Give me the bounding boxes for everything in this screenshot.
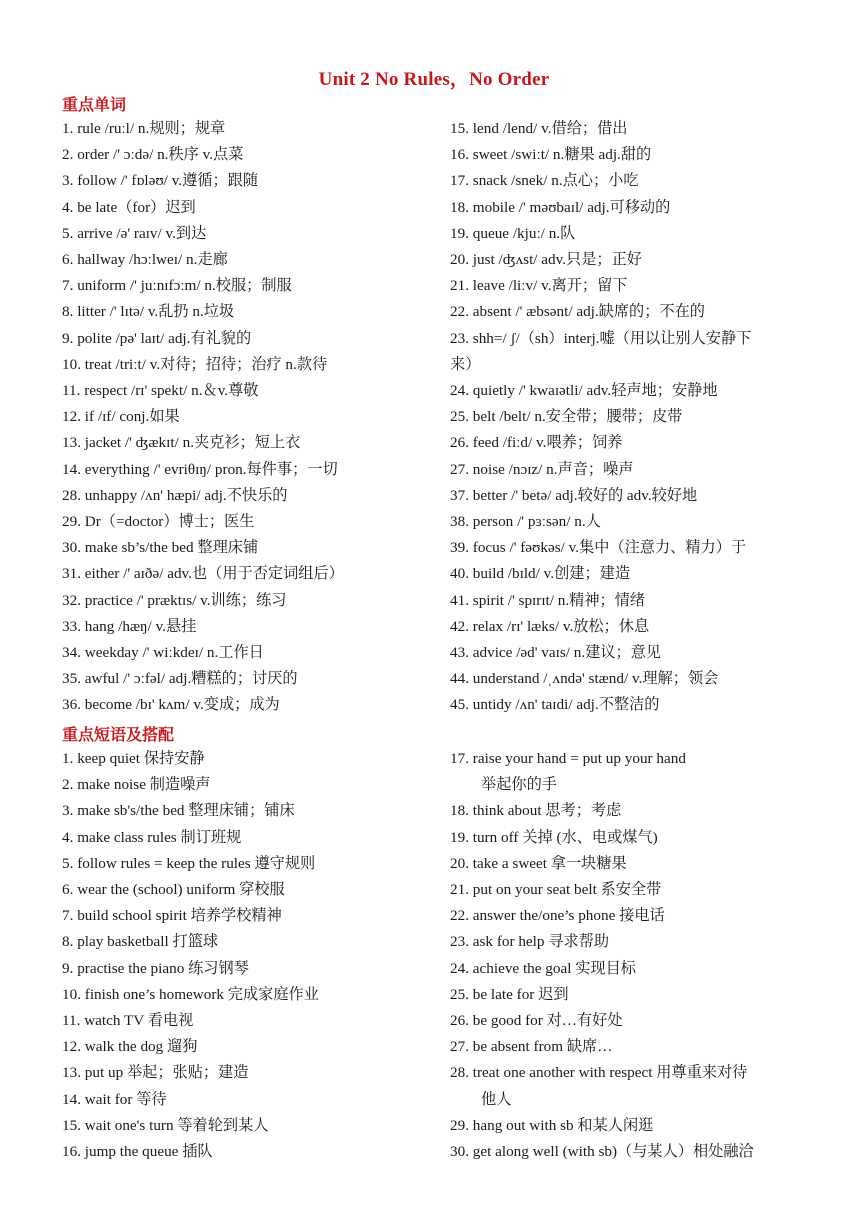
vocab-item-continuation: 来）	[450, 355, 481, 373]
vocab-item: 38. person /' pɜːsən/ n.人	[450, 513, 601, 531]
vocab-item: 45. untidy /ʌn' taɪdi/ adj.不整洁的	[450, 696, 660, 714]
phrase-item: 8. play basketball 打篮球	[62, 933, 219, 951]
vocab-item: 5. arrive /ə' raɪv/ v.到达	[62, 224, 207, 242]
phrase-item: 30. get along well (with sb)（与某人）相处融洽	[450, 1143, 754, 1161]
vocab-item: 1. rule /ruːl/ n.规则；规章	[62, 120, 226, 137]
phrase-item: 18. think about 思考；考虑	[450, 802, 622, 820]
vocab-item: 29. Dr（=doctor）博士；医生	[62, 513, 255, 531]
vocab-item: 10. treat /triːt/ v.对待；招待；治疗 n.款待	[62, 355, 328, 373]
phrase-item: 20. take a sweet 拿一块糖果	[450, 854, 627, 872]
phrases-heading: 重点短语及搭配	[62, 725, 175, 744]
vocab-left-column	[62, 116, 442, 719]
phrase-item: 6. wear the (school) uniform 穿校服	[62, 881, 285, 899]
vocab-item: 2. order /' ɔːdə/ n.秩序 v.点菜	[62, 146, 244, 164]
phrases-right-column	[450, 746, 810, 1165]
vocab-item: 27. noise /nɔɪz/ n.声音；噪声	[450, 460, 634, 478]
phrase-item: 13. put up 举起；张贴；建造	[62, 1064, 249, 1082]
phrase-item-continuation: 举起你的手	[481, 776, 557, 794]
phrase-item: 26. be good for 对…有好处	[450, 1012, 623, 1030]
phrase-item: 27. be absent from 缺席…	[450, 1038, 613, 1056]
phrase-item: 15. wait one's turn 等着轮到某人	[62, 1116, 269, 1134]
phrase-item: 11. watch TV 看电视	[62, 1012, 194, 1030]
page-title: Unit 2 No Rules，No Order	[318, 69, 550, 90]
phrase-item: 19. turn off 关掉 (水、电或煤气)	[450, 828, 658, 846]
phrase-item: 24. achieve the goal 实现目标	[450, 959, 636, 977]
phrase-item: 9. practise the piano 练习钢琴	[62, 959, 249, 977]
vocab-item: 36. become /bɪ' kʌm/ v.变成；成为	[62, 696, 280, 714]
phrase-item: 1. keep quiet 保持安静	[62, 750, 205, 767]
phrase-item: 5. follow rules = keep the rules 遵守规则	[62, 854, 316, 872]
vocab-item: 19. queue /kjuː/ n.队	[450, 224, 576, 242]
vocab-item: 24. quietly /' kwaɪətli/ adv.轻声地；安静地	[450, 382, 718, 400]
vocab-item: 6. hallway /hɔːlweɪ/ n.走廊	[62, 251, 228, 269]
vocab-item: 35. awful /' ɔːfəl/ adj.糟糕的；讨厌的	[62, 670, 298, 688]
vocab-item: 31. either /' aɪðə/ adv.也（用于否定词组后）	[62, 565, 344, 583]
vocab-item: 18. mobile /' məʊbaɪl/ adj.可移动的	[450, 198, 671, 216]
phrase-item: 17. raise your hand = put up your hand	[450, 750, 686, 767]
vocab-item: 7. uniform /' juːnɪfɔːm/ n.校服；制服	[62, 277, 292, 295]
phrases-left-column	[62, 746, 442, 1165]
vocab-item: 17. snack /snek/ n.点心；小吃	[450, 172, 639, 190]
phrase-item: 29. hang out with sb 和某人闲逛	[450, 1116, 654, 1134]
phrase-item-continuation: 他人	[481, 1090, 512, 1108]
phrase-item: 12. walk the dog 遛狗	[62, 1038, 198, 1056]
vocab-heading: 重点单词	[62, 95, 127, 114]
phrase-item: 25. be late for 迟到	[450, 985, 569, 1003]
vocab-item: 28. unhappy /ʌn' hæpi/ adj.不快乐的	[62, 486, 288, 504]
vocab-item: 8. litter /' lɪtə/ v.乱扔 n.垃圾	[62, 303, 235, 321]
vocab-item: 40. build /bɪld/ v.创建；建造	[450, 565, 631, 583]
vocab-item: 14. everything /' evriθɪŋ/ pron.每件事；一切	[62, 460, 338, 478]
phrase-item: 10. finish one’s homework 完成家庭作业	[62, 985, 319, 1003]
vocab-item: 32. practice /' præktɪs/ v.训练；练习	[62, 591, 287, 609]
vocab-item: 34. weekday /' wiːkdeɪ/ n.工作日	[62, 644, 264, 662]
vocab-item: 21. leave /liːv/ v.离开；留下	[450, 277, 628, 295]
vocab-item: 39. focus /' fəʊkəs/ v.集中（注意力、精力）于	[450, 539, 747, 557]
vocab-item: 44. understand /ˌʌndə' stænd/ v.理解；领会	[450, 670, 719, 688]
vocab-right-column	[450, 116, 810, 719]
vocab-item: 12. if /ɪf/ conj.如果	[62, 408, 180, 426]
vocab-item: 16. sweet /swiːt/ n.糖果 adj.甜的	[450, 146, 652, 164]
vocab-item: 15. lend /lend/ v.借给；借出	[450, 120, 628, 137]
phrase-item: 22. answer the/one’s phone 接电话	[450, 907, 665, 925]
phrase-item: 14. wait for 等待	[62, 1090, 167, 1108]
vocab-item: 4. be late（for）迟到	[62, 198, 196, 216]
phrase-item: 7. build school spirit 培养学校精神	[62, 907, 282, 925]
phrase-item: 3. make sb's/the bed 整理床铺；铺床	[62, 802, 295, 820]
vocab-item: 42. relax /rɪ' læks/ v.放松；休息	[450, 617, 650, 635]
vocab-item: 22. absent /' æbsənt/ adj.缺席的；不在的	[450, 303, 705, 321]
phrase-item: 28. treat one another with respect 用尊重来对待	[450, 1064, 748, 1082]
vocab-item: 25. belt /belt/ n.安全带；腰带；皮带	[450, 408, 683, 426]
vocab-item: 3. follow /' fɒləʊ/ v.遵循；跟随	[62, 172, 259, 190]
vocab-item: 26. feed /fiːd/ v.喂养；饲养	[450, 434, 623, 452]
vocab-item: 43. advice /əd' vaɪs/ n.建议；意见	[450, 644, 662, 662]
phrase-item: 4. make class rules 制订班规	[62, 828, 242, 846]
vocab-item: 30. make sb’s/the bed 整理床铺	[62, 539, 259, 557]
phrase-item: 16. jump the queue 插队	[62, 1143, 213, 1161]
vocab-item: 9. polite /pə' laɪt/ adj.有礼貌的	[62, 329, 252, 347]
vocab-item: 41. spirit /' spɪrɪt/ n.精神；情绪	[450, 591, 646, 609]
vocab-item: 23. shh=/ ʃ/（sh）interj.嘘（用以让别人安静下	[450, 329, 752, 347]
phrase-item: 23. ask for help 寻求帮助	[450, 933, 610, 951]
vocab-item: 37. better /' betə/ adj.较好的 adv.较好地	[450, 486, 698, 504]
vocab-item: 13. jacket /' ʤækɪt/ n.夹克衫；短上衣	[62, 434, 301, 452]
vocab-item: 20. just /ʤʌst/ adv.只是；正好	[450, 251, 642, 269]
phrase-item: 2. make noise 制造噪声	[62, 776, 211, 794]
phrase-item: 21. put on your seat belt 系安全带	[450, 881, 662, 899]
vocab-item: 33. hang /hæŋ/ v.悬挂	[62, 617, 197, 635]
vocab-item: 11. respect /rɪ' spekt/ n.＆v.尊敬	[62, 382, 259, 400]
